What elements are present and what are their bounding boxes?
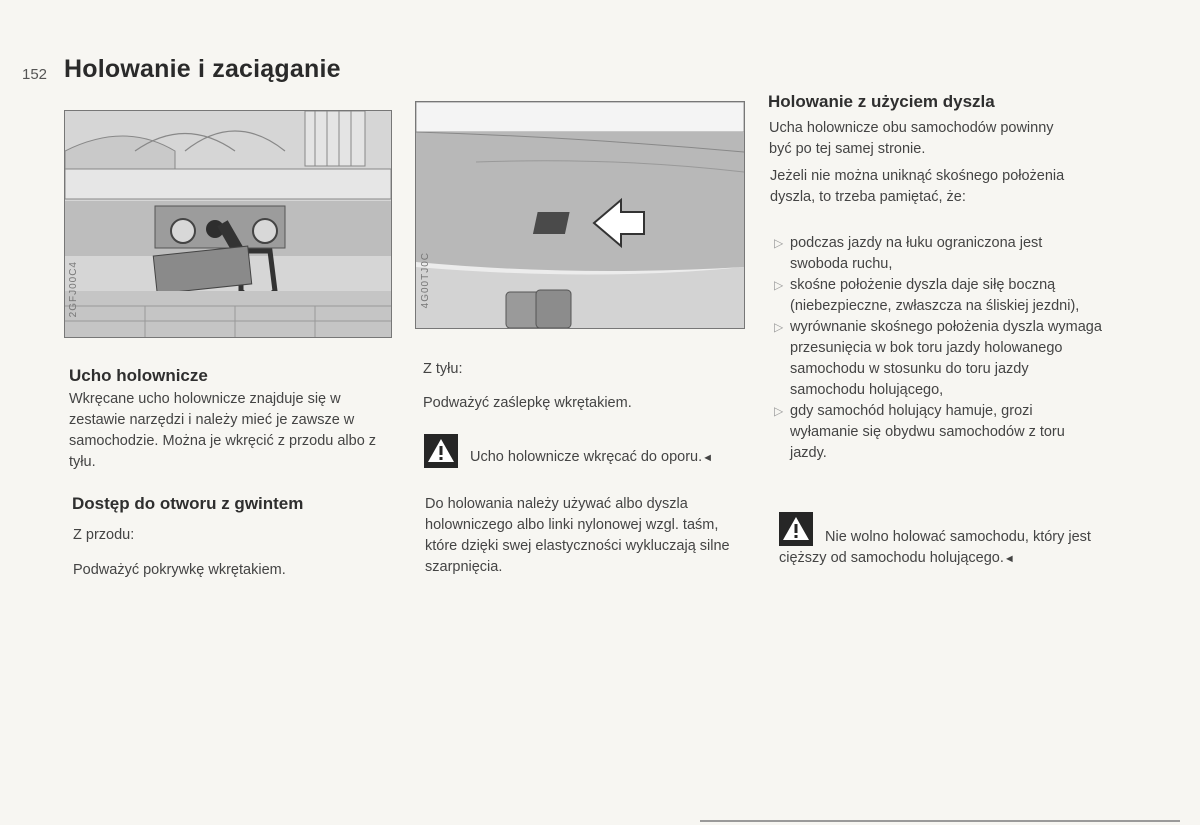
paragraph-same-side: Ucha holownicze obu samochodów powinny być po tej samej stronie. [769,120,1054,157]
page-title: Holowanie i zaciąganie [64,55,341,83]
paragraph-oblique: Jeżeli nie można uniknąć skośnego położenia dyszla, to trzeba pamiętać, że: [770,168,1065,205]
rear-instruction: Podważyć zaślepkę wkrętakiem. [423,395,632,411]
end-mark: ◄ [1003,553,1015,565]
warning-text: Ucho holownicze wkręcać do oporu. [470,449,703,465]
warning-text: Nie wolno holować samochodu, który jest cięższy od samochodu holującego. [779,529,1091,566]
list-item: ▷ wyrównanie skośnego położenia dyszla wymaga przesunięcia w bok toru jazdy holowanego samochodu w stosunku do toru jazdy samochodu holującego, [774,319,1102,398]
figure-code: 4G00TJ0C [420,252,431,309]
front-bumper-illustration [65,111,391,337]
oblique-consequences-list [774,233,1104,464]
figure-rear-bumper [415,101,745,329]
warning-heavier-vehicle-text [779,527,1109,570]
list-item: ▷ skośne położenie dyszla daje siłę boczną (niebezpieczne, zwłaszcza na śliskiej jezdni), [774,277,1080,314]
figure-code: 2GFJ00C4 [68,261,79,318]
warning-tow-eye-text [424,447,724,469]
front-label: Z przodu: [73,527,135,543]
rear-bumper-illustration [416,102,744,328]
heading-tow-eye: Ucho holownicze [69,366,208,385]
divider [700,820,1180,822]
front-instruction: Podważyć pokrywkę wkrętakiem. [73,562,286,578]
rear-label: Z tyłu: [423,361,463,377]
paragraph-towing-means: Do holowania należy używać albo dyszla holowniczego albo linki nylonowej wzgl. taśm, które dzięki swej elastyczności wykluczają silne szarpnięcia. [425,496,730,575]
page-number: 152 [22,66,48,83]
figure-front-tow-eye [64,110,392,338]
list-item: ▷ podczas jazdy na łuku ograniczona jest swoboda ruchu, [774,235,1043,272]
end-mark: ◄ [702,452,714,464]
heading-towing-bar: Holowanie z użyciem dyszla [768,92,995,111]
list-item: ▷ gdy samochód holujący hamuje, grozi wyłamanie się obydwu samochodów z toru jazdy. [774,403,1065,461]
paragraph-tow-eye: Wkręcane ucho holownicze znajduje się w zestawie narzędzi i należy mieć je zawsze w samochodzie. Można je wkręcić z przodu albo z tyłu. [69,391,377,470]
heading-thread-access: Dostęp do otworu z gwintem [72,494,304,513]
